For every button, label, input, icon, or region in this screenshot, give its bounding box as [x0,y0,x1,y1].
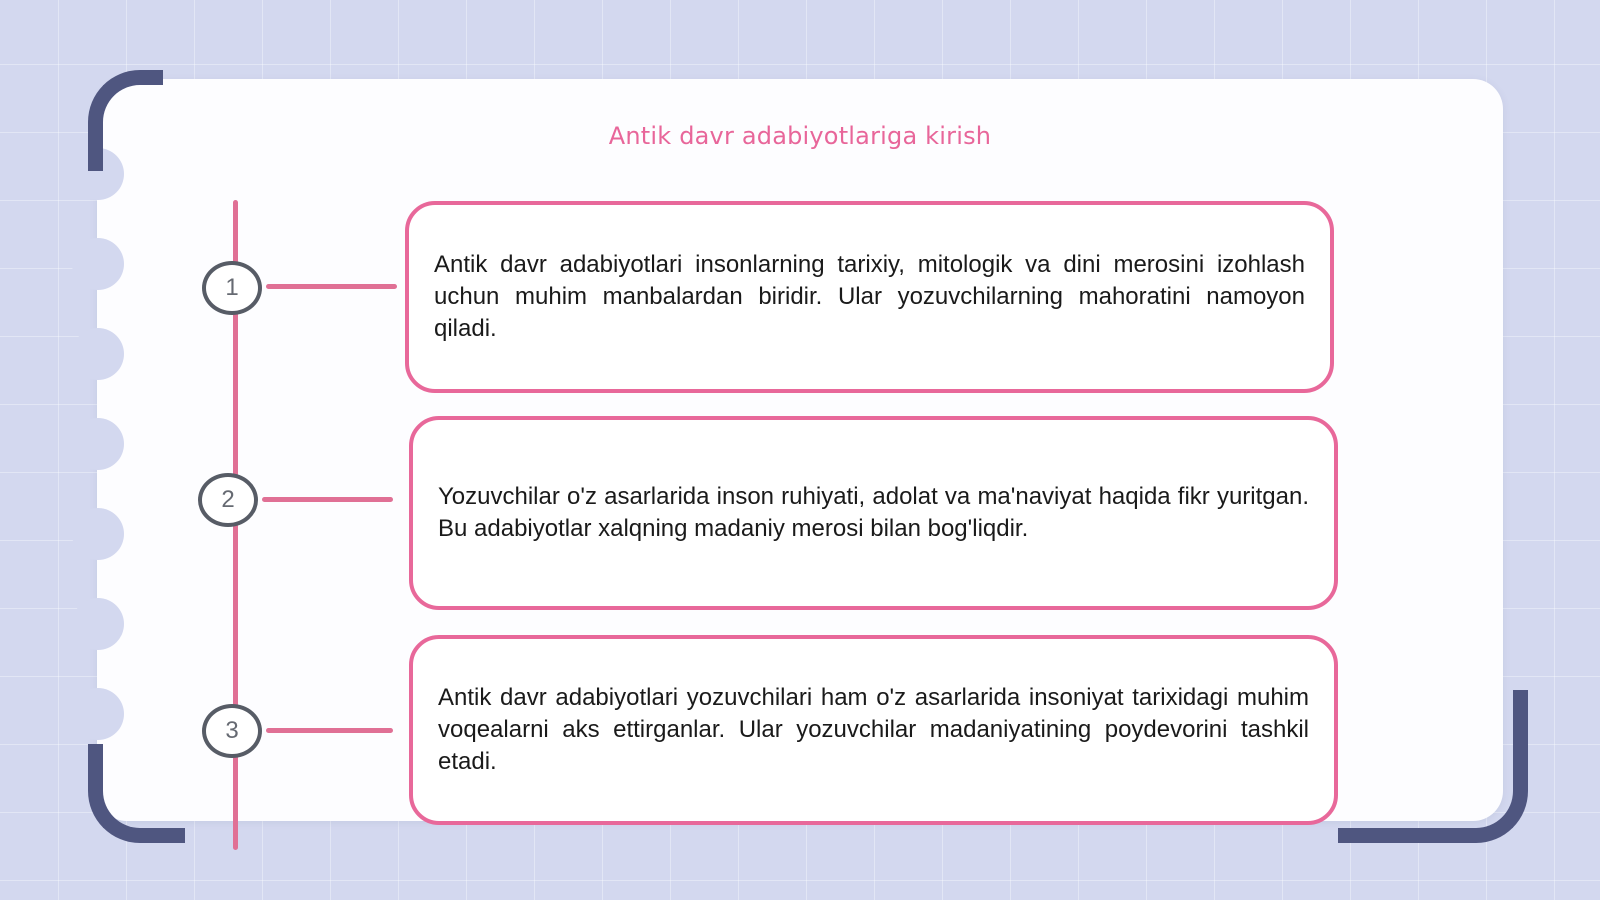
frame-corner-bottom-left [88,744,185,843]
step-1-text: Antik davr adabiyotlari insonlarning tarixiy, mitologik va dini merosini izohlash uchun muhim manbalardan biridir. Ular yozuvchilarning mahoratini namoyon qiladi. [434,251,1305,342]
paper-scallop [72,508,124,560]
step-1-card [405,201,1334,393]
frame-corner-top-left [88,70,163,171]
step-1-circle: 1 [202,261,262,315]
paper-scallop [72,328,124,380]
step-3-card [409,635,1338,825]
paper-scallop [72,688,124,740]
paper-scallop [72,238,124,290]
paper-scallop [72,418,124,470]
step-3-text: Antik davr adabiyotlari yozuvchilari ham o'z asarlarida insoniyat tarixidagi muhim voqealarni aks ettirganlar. Ular yozuvchilar madaniyatining poydevorini tashkil etadi. [438,684,1309,775]
step-3-circle: 3 [202,704,262,758]
timeline-connector [266,728,393,733]
frame-corner-bottom-right [1338,690,1528,843]
paper-scallop [72,598,124,650]
step-2-circle: 2 [198,473,258,527]
timeline-connector [262,497,393,502]
timeline-connector [266,284,397,289]
step-2-text: Yozuvchilar o'z asarlarida inson ruhiyati, adolat va ma'naviyat haqida fikr yuritgan. Bu adabiyotlar xalqning madaniy merosi bilan bog'liqdir. [438,483,1309,542]
step-2-card [409,416,1338,610]
slide-title: Antik davr adabiyotlariga kirish [608,122,992,150]
